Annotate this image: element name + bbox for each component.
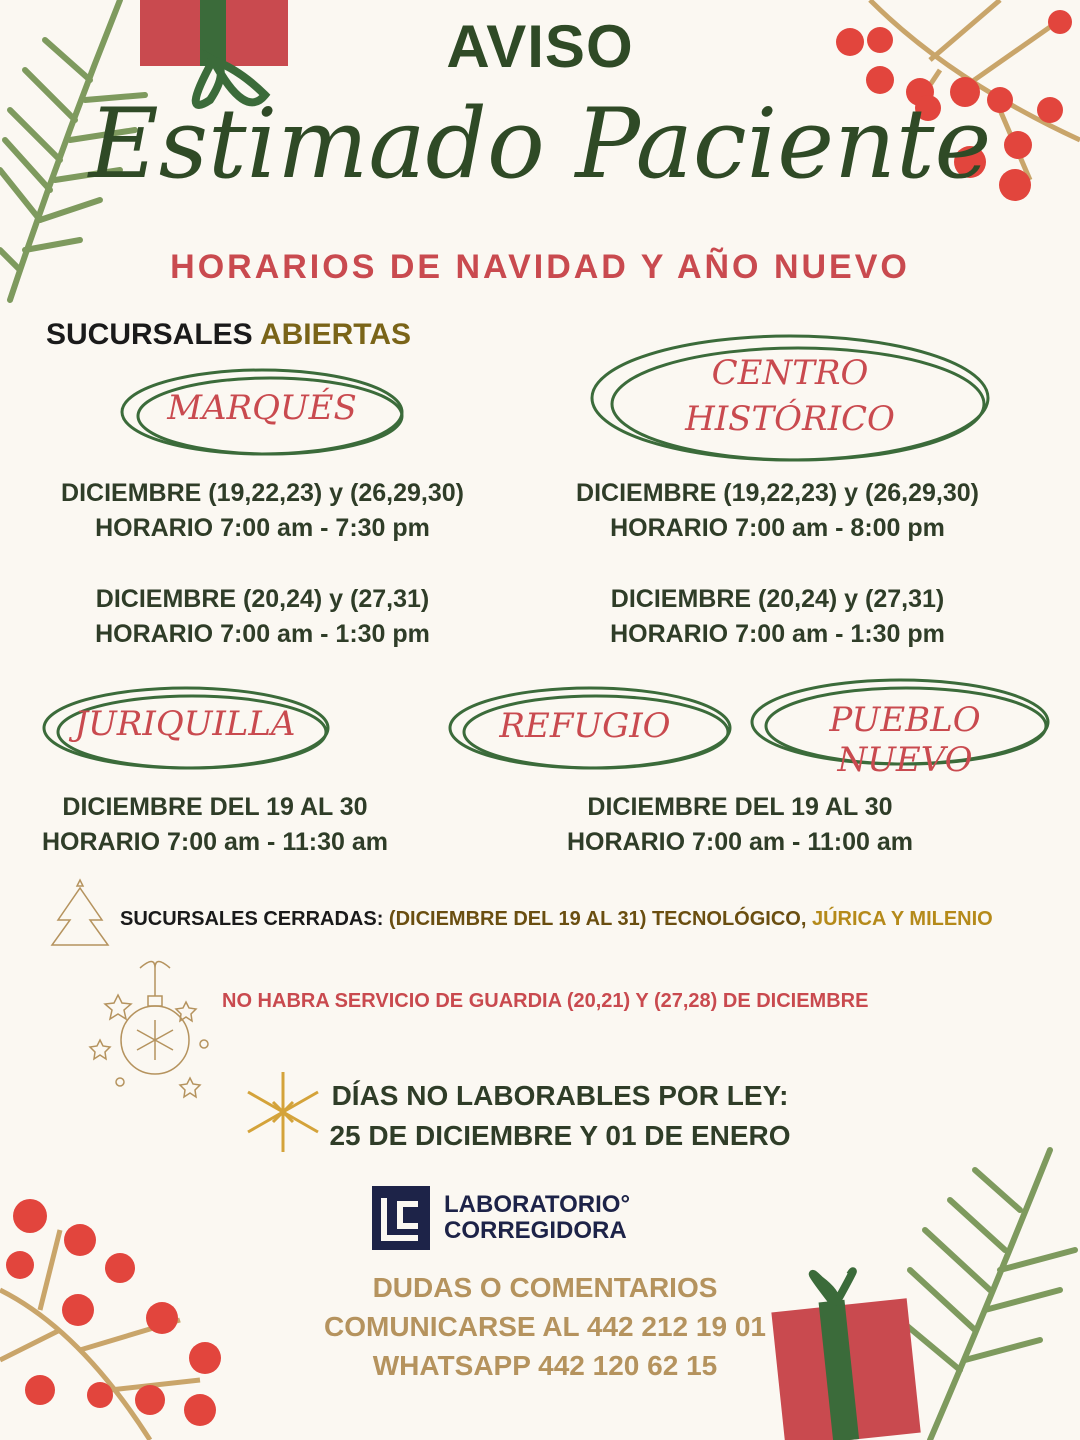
open-branches-title-gold: ABIERTAS (259, 318, 412, 351)
juriquilla-schedule (10, 790, 420, 860)
logo-text (444, 1192, 630, 1244)
branch-name-refugio: REFUGIO (499, 706, 671, 746)
contact-line1: DUDAS O COMENTARIOS (372, 1272, 718, 1303)
company-logo (372, 1186, 634, 1250)
holidays-line2: 25 DE DICIEMBRE Y 01 DE ENERO (329, 1120, 791, 1151)
closed-label: SUCURSALES CERRADAS: (120, 908, 384, 930)
refugio-pueblo-hours: HORARIO 7:00 am - 11:00 am (567, 828, 913, 856)
marques-hours-1: HORARIO 7:00 am - 7:30 pm (95, 514, 430, 542)
marques-schedule-2 (20, 582, 505, 652)
juriquilla-dates: DICIEMBRE DEL 19 AL 30 (62, 793, 368, 821)
contact-phone: COMUNICARSE AL 442 212 19 01 (324, 1311, 766, 1342)
aviso-heading: AVISO (446, 13, 634, 80)
holidays-notice (300, 1076, 820, 1156)
juriquilla-hours: HORARIO 7:00 am - 11:30 am (42, 828, 388, 856)
branch-name-centro-line1: CENTRO (711, 353, 869, 393)
closed-names-2: JÚRICA Y MILENIO (811, 908, 993, 930)
page-subtitle: HORARIOS DE NAVIDAD Y AÑO NUEVO (170, 248, 910, 286)
closed-names: TECNOLÓGICO, (651, 908, 807, 930)
pine-branch-bottom-right-icon (900, 1150, 1075, 1440)
branch-name-juriquilla: JURIQUILLA (74, 704, 296, 744)
open-branches-title (46, 318, 411, 352)
logo-line1: LABORATORIO° (444, 1191, 631, 1218)
page-title: Estimado Paciente (88, 88, 992, 200)
refugio-pueblo-schedule (520, 790, 960, 860)
berries-bottom-left-icon (0, 1199, 221, 1440)
marques-schedule-1 (20, 476, 505, 546)
centro-hours-1: HORARIO 7:00 am - 8:00 pm (610, 514, 945, 542)
branch-name-centro-line2: HISTÓRICO (685, 399, 895, 439)
centro-schedule-2 (535, 582, 1020, 652)
ornament-icon (90, 962, 208, 1098)
refugio-pueblo-dates: DICIEMBRE DEL 19 AL 30 (587, 793, 893, 821)
logo-mark-icon (372, 1186, 430, 1250)
guardia-notice: NO HABRA SERVICIO DE GUARDIA (20,21) Y (27,28) DE DICIEMBRE (222, 990, 869, 1012)
marques-dates-1: DICIEMBRE (19,22,23) y (26,29,30) (61, 479, 464, 507)
centro-schedule-1 (535, 476, 1020, 546)
branch-name-marques: MARQUÉS (167, 388, 357, 428)
marques-hours-2: HORARIO 7:00 am - 1:30 pm (95, 620, 430, 648)
branch-name-pueblo-nuevo: PUEBLO NUEVO (829, 700, 981, 780)
open-branches-title-dark: SUCURSALES (46, 318, 253, 351)
marques-dates-2: DICIEMBRE (20,24) y (27,31) (95, 585, 430, 613)
centro-dates-2: DICIEMBRE (20,24) y (27,31) (610, 585, 945, 613)
contact-info (200, 1268, 890, 1385)
centro-dates-1: DICIEMBRE (19,22,23) y (26,29,30) (576, 479, 979, 507)
closed-branches-notice (120, 908, 993, 931)
christmas-tree-icon (52, 880, 108, 945)
holidays-line1: DÍAS NO LABORABLES POR LEY: (331, 1080, 789, 1111)
closed-dates: (DICIEMBRE DEL 19 AL 31) (388, 908, 647, 930)
branch-name-centro-historico (640, 350, 940, 442)
contact-whatsapp: WHATSAPP 442 120 62 15 (372, 1350, 718, 1381)
logo-line2: CORREGIDORA (444, 1217, 627, 1244)
centro-hours-2: HORARIO 7:00 am - 1:30 pm (610, 620, 945, 648)
